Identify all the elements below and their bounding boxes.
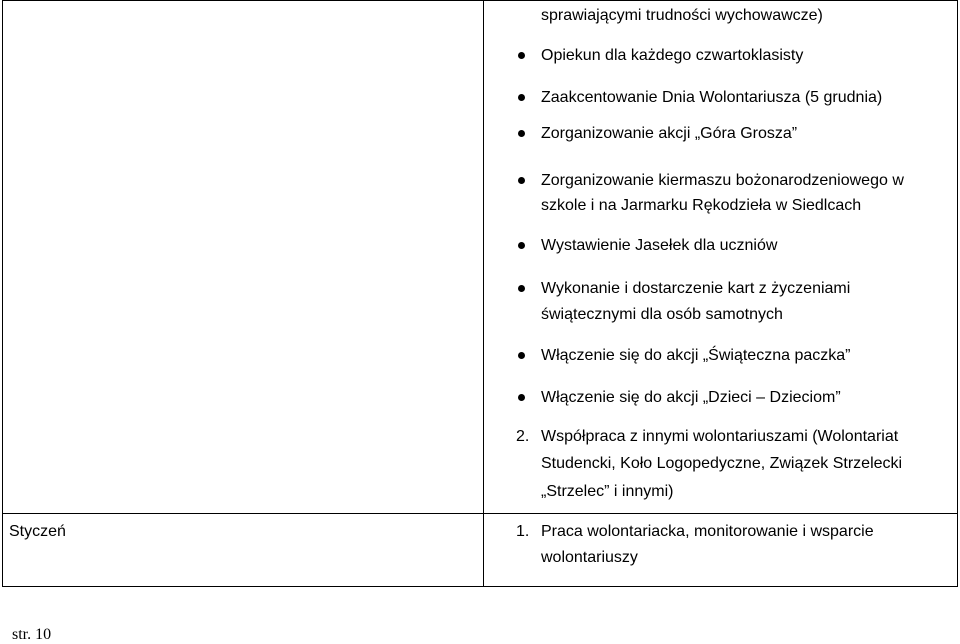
table-border-bottom — [2, 586, 958, 587]
numbered-item-text: Współpraca z innymi wolontariuszami (Wolontariat — [541, 428, 899, 445]
bullet-icon — [518, 394, 525, 401]
table-border-top — [2, 0, 958, 1]
table-border-left — [2, 0, 3, 587]
bullet-icon — [518, 52, 525, 59]
numbered-item-continuation: wolontariuszy — [541, 549, 638, 566]
list-item-continuation: świątecznymi dla osób samotnych — [541, 306, 783, 323]
list-item-continuation: szkole i na Jarmarku Rękodzieła w Siedlcach — [541, 197, 862, 214]
list-item: Wykonanie i dostarczenie kart z życzeniami — [541, 280, 851, 297]
item-number: 1. — [516, 523, 530, 540]
list-item: Włączenie się do akcji „Dzieci – Dzieciom” — [541, 389, 841, 406]
page-number: str. 10 — [12, 626, 52, 643]
numbered-item-continuation: „Strzelec” i innymi) — [541, 483, 674, 500]
item-number: 2. — [516, 428, 530, 445]
list-item: Zorganizowanie akcji „Góra Grosza” — [541, 125, 798, 142]
list-item: Włączenie się do akcji „Świąteczna paczka” — [541, 347, 851, 364]
bullet-icon — [518, 352, 525, 359]
numbered-item-continuation: Studencki, Koło Logopedyczne, Związek Strzelecki — [541, 455, 903, 472]
bullet-icon — [518, 130, 525, 137]
table-column-divider — [483, 0, 484, 587]
numbered-item-text: Praca wolontariacka, monitorowanie i wsparcie — [541, 523, 874, 540]
list-item: Zaakcentowanie Dnia Wolontariusza (5 grudnia) — [541, 89, 883, 106]
month-label: Styczeń — [9, 523, 66, 540]
continuation-text: sprawiającymi trudności wychowawcze) — [541, 7, 823, 24]
list-item: Opiekun dla każdego czwartoklasisty — [541, 47, 804, 64]
table-border-right — [957, 0, 958, 587]
bullet-icon — [518, 94, 525, 101]
bullet-icon — [518, 242, 525, 249]
bullet-icon — [518, 285, 525, 292]
bullet-icon — [518, 177, 525, 184]
list-item: Wystawienie Jasełek dla uczniów — [541, 237, 778, 254]
table-row-divider — [2, 513, 958, 514]
list-item: Zorganizowanie kiermaszu bożonarodzeniowego w — [541, 172, 904, 189]
